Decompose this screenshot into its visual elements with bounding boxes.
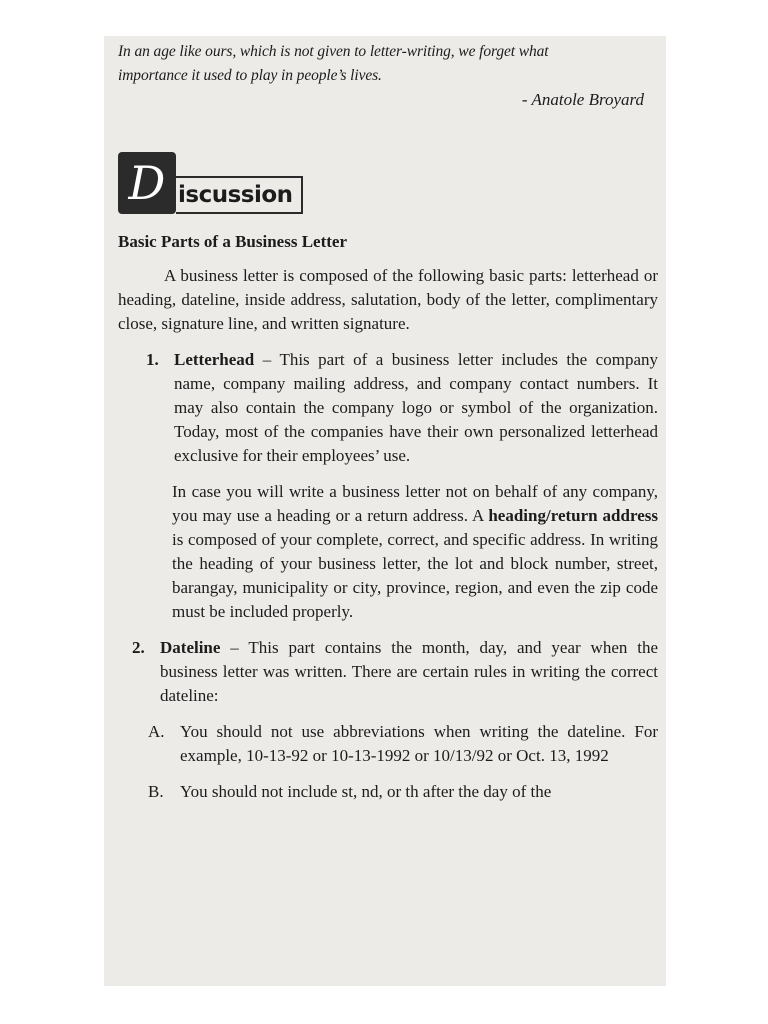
- intro-paragraph: A business letter is composed of the following basic parts: letterhead or heading, dateline, inside address, salutation, body of the letter, complimentary close, signature line, and written signature.: [118, 266, 658, 333]
- paragraph-text: In case you will write a business letter not on behalf of any company, you may use a heading or a return address. A: [172, 482, 658, 525]
- list-description: – This part of a business letter includes the company name, company mailing address, and company contact numbers. It may also contain the company logo or symbol of the organization. Today, most of the companies have their own personalized letterhead exclusive for their employees’ use.: [174, 350, 658, 465]
- list-item-text: [160, 636, 658, 708]
- list-item-dateline: [118, 636, 658, 708]
- list-term: Dateline: [160, 638, 221, 657]
- dateline-rule-a: [118, 720, 658, 768]
- rule-text: You should not use abbreviations when writing the dateline. For example, 10-13-92 or 10-13-1992 or 10/13/92 or Oct. 13, 1992: [180, 722, 658, 765]
- document-page: [104, 36, 666, 986]
- list-item-letterhead: [118, 348, 658, 468]
- list-number: 1.: [146, 350, 159, 369]
- quote-line: importance it used to play in people’s lives.: [118, 67, 382, 84]
- list-item-text: [174, 348, 658, 468]
- paragraph-text: is composed of your complete, correct, and specific address. In writing the heading of your business letter, the lot and block number, street, barangay, municipality or city, province, region, and even the zip code must be included properly.: [172, 530, 658, 621]
- epigraph-quote: [118, 40, 658, 88]
- heading-return-address-paragraph: [172, 480, 658, 624]
- discussion-heading: [118, 150, 658, 214]
- section-title: Basic Parts of a Business Letter: [118, 232, 348, 251]
- rule-text: You should not include st, nd, or th after the day of the: [180, 782, 552, 801]
- rule-label: B.: [148, 782, 164, 801]
- quote-attribution: - Anatole Broyard: [521, 90, 644, 109]
- list-description: – This part contains the month, day, and year when the business letter was written. There are certain rules in writing the correct dateline:: [160, 638, 658, 705]
- discussion-word: iscussion: [176, 176, 303, 214]
- list-number: 2.: [132, 638, 145, 657]
- bold-term: heading/return address: [488, 506, 658, 525]
- rule-label: A.: [148, 722, 165, 741]
- quote-line: In an age like ours, which is not given to letter-writing, we forget what: [118, 43, 549, 60]
- list-term: Letterhead: [174, 350, 255, 369]
- dateline-rule-b: [118, 780, 658, 804]
- discussion-initial-letter: D: [118, 152, 176, 214]
